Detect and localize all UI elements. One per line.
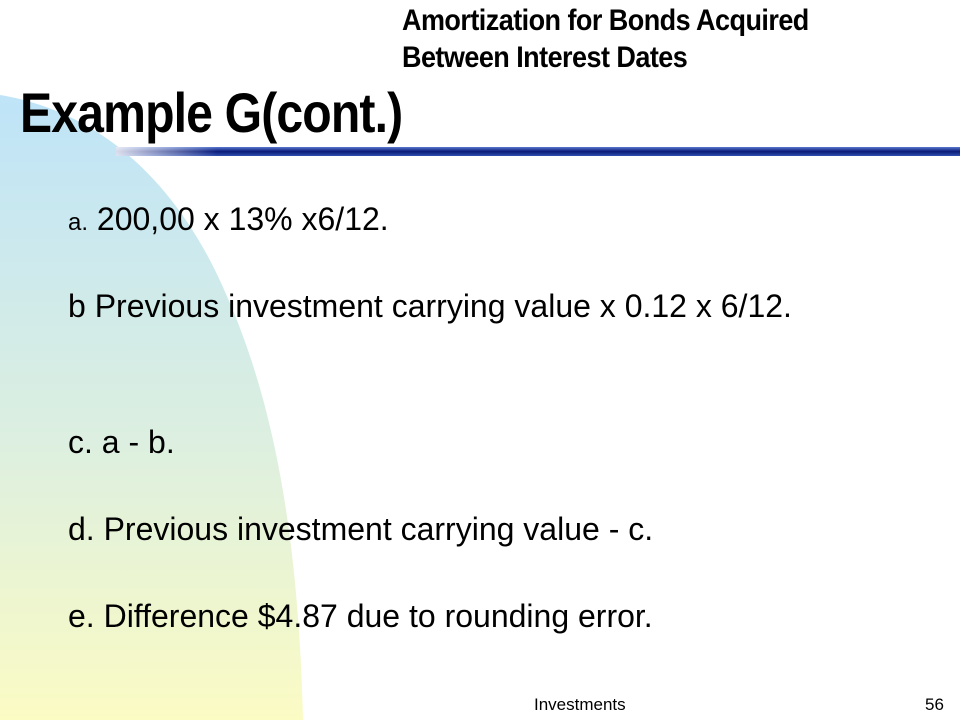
list-item-b: b Previous investment carrying value x 0.12 x 6/12. — [68, 288, 792, 324]
list-item-a — [68, 200, 389, 242]
list-item-c: c. a - b. — [68, 424, 175, 460]
item-a-text: 200,00 x 13% x6/12. — [88, 201, 389, 237]
list-item-d: d. Previous investment carrying value - c. — [68, 511, 654, 547]
item-a-marker: a. — [68, 209, 89, 236]
title-underline-rule — [116, 147, 960, 156]
subtitle-line-1: Amortization for Bonds Acquired — [402, 4, 809, 37]
slide-subtitle — [402, 2, 809, 76]
list-item-e: e. Difference $4.87 due to rounding error. — [68, 598, 653, 634]
page-number: 56 — [925, 695, 944, 714]
footer-label: Investments — [534, 695, 626, 714]
subtitle-line-2: Between Interest Dates — [402, 41, 688, 74]
slide-title: Example G(cont.) — [20, 81, 403, 144]
